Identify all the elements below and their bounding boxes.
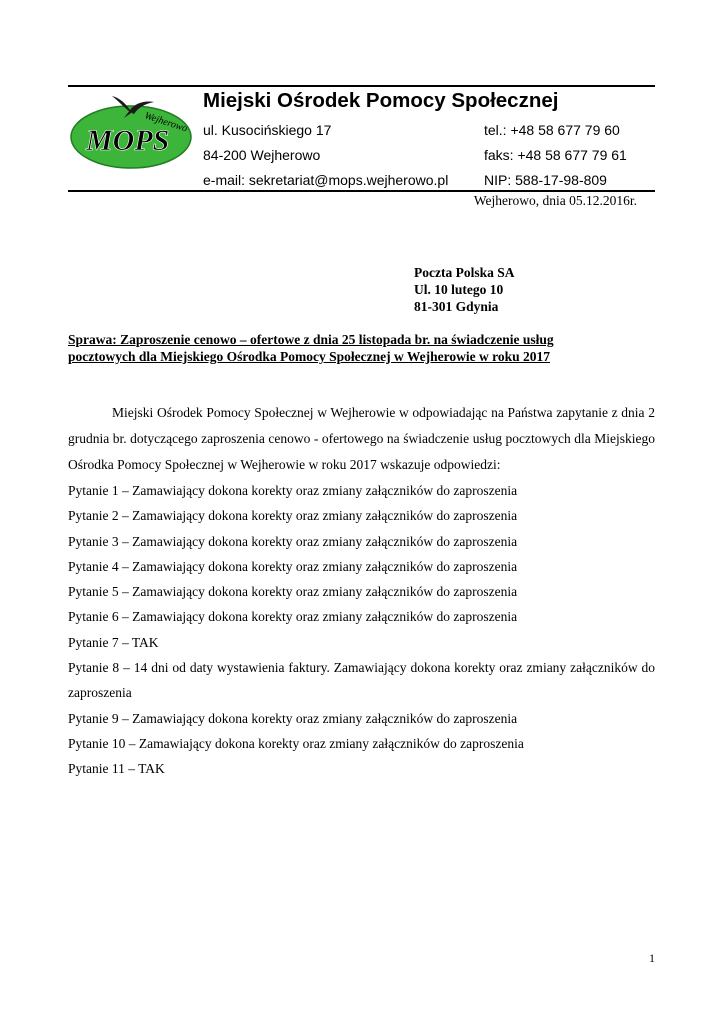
answer-item: Pytanie 7 – TAK — [68, 634, 159, 650]
mops-logo — [68, 90, 198, 172]
header-nip: NIP: 588-17-98-809 — [484, 172, 607, 188]
header-bottom-rule — [68, 190, 655, 192]
date-line: Wejherowo, dnia 05.12.2016r. — [473, 193, 637, 208]
recipient-city: 81-301 Gdynia — [414, 299, 499, 314]
answer-item: Pytanie 1 – Zamawiający dokona korekty oraz zmiany załączników do zaproszenia — [68, 483, 518, 498]
answer-item: Pytanie 10 – Zamawiający dokona korekty oraz zmiany załączników do zaproszenia — [68, 735, 524, 751]
answer-item: Pytanie 6 – Zamawiający dokona korekty oraz zmiany załączników do zaproszenia — [68, 609, 518, 625]
logo-mops-text: MOPS — [86, 124, 170, 157]
recipient-address — [414, 264, 515, 315]
letter-body — [68, 400, 655, 782]
recipient-street: Ul. 10 lutego 10 — [414, 282, 504, 297]
answer-item: Pytanie 9 – Zamawiający dokona korekty oraz zmiany załączników do zaproszenia — [68, 710, 518, 726]
subject-line-1: Sprawa: Zaproszenie cenowo – ofertowe z dnia 25 listopada br. na świadczenie usług — [68, 332, 554, 347]
subject-line-2: pocztowych dla Miejskiego Ośrodka Pomocy Społecznej w Wejherowie w roku 2017 — [68, 349, 550, 364]
header-phone: tel.: +48 58 677 79 60 — [484, 122, 620, 138]
header-fax: faks: +48 58 677 79 61 — [484, 147, 627, 163]
answer-item: Pytanie 8 – 14 dni od daty wystawienia faktury. Zamawiający dokona korekty oraz zmiany załączników do zaproszenia — [68, 660, 655, 701]
answer-item: Pytanie 5 – Zamawiający dokona korekty oraz zmiany załączników do zaproszenia — [68, 584, 518, 600]
header-city: 84-200 Wejherowo — [203, 147, 321, 163]
answer-item: Pytanie 11 – TAK — [68, 761, 165, 777]
page-number: 1 — [649, 951, 655, 965]
answer-item: Pytanie 3 – Zamawiający dokona korekty oraz zmiany załączników do zaproszenia — [68, 533, 518, 549]
header-email: e-mail: sekretariat@mops.wejherowo.pl — [203, 172, 449, 188]
subject-line — [68, 331, 655, 365]
answer-item: Pytanie 2 – Zamawiający dokona korekty oraz zmiany załączników do zaproszenia — [68, 508, 518, 524]
recipient-name: Poczta Polska SA — [414, 265, 515, 280]
intro-paragraph: Miejski Ośrodek Pomocy Społecznej w Wejherowie w odpowiadając na Państwa zapytanie z dnia 2 grudnia br. dotyczącego zaproszenia cenowo - ofertowego na świadczenie usług pocztowych dla Miejskiego Ośrodka Pomocy Społecznej w Wejherowie w roku 2017 wskazuje odpowiedzi: — [68, 405, 655, 472]
header-top-rule — [68, 85, 655, 87]
answer-item: Pytanie 4 – Zamawiający dokona korekty oraz zmiany załączników do zaproszenia — [68, 558, 518, 574]
organization-name: Miejski Ośrodek Pomocy Społecznej — [203, 89, 559, 112]
header-street: ul. Kusocińskiego 17 — [203, 122, 332, 138]
logo-arc-text: Wejherowo — [143, 110, 189, 135]
